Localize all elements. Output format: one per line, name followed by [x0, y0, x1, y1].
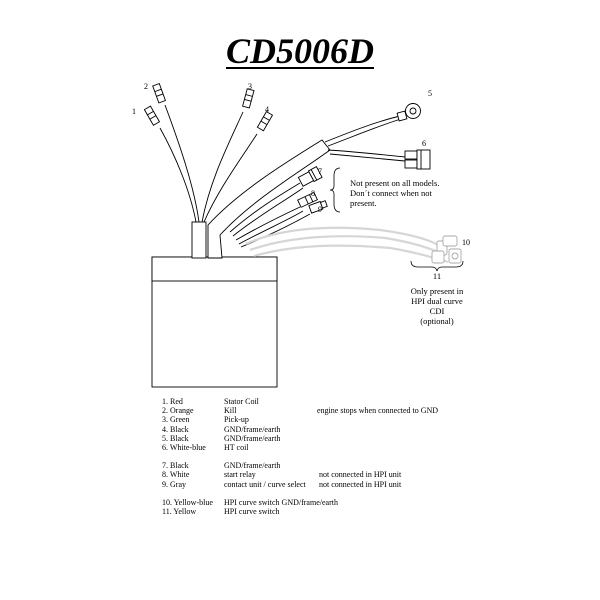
legend-wire-function: Kill: [224, 406, 237, 416]
legend-wire-color: 11. Yellow: [162, 506, 197, 516]
note-not-present-line-3: present.: [350, 198, 377, 208]
callout-1: 1: [132, 107, 136, 116]
note-optional-line-1: Only present in: [410, 286, 464, 296]
connector-6-spade: [405, 150, 430, 169]
legend-wire-color: 5. Black: [162, 433, 189, 443]
legend-wire-color: 2. Orange: [162, 406, 194, 416]
wires-7-9: [230, 183, 310, 247]
legend-wire-note: not connected in HPI unit: [319, 470, 402, 480]
callout-6: 6: [422, 139, 426, 148]
legend-wire-function: HPI curve switch: [224, 506, 280, 516]
note-not-present: [350, 178, 439, 208]
callout-3: 3: [248, 82, 252, 91]
legend-wire-color: 10. Yellow-blue: [162, 497, 213, 507]
callout-7: 7: [318, 167, 322, 176]
legend-wire-color: 1. Red: [162, 397, 183, 406]
legend-wire-function: Stator Coil: [224, 397, 259, 406]
legend-wire-function: contact unit / curve select: [224, 479, 306, 489]
callout-5: 5: [428, 89, 432, 98]
connector-4: [257, 112, 272, 131]
diagram-title: CD5006D: [225, 31, 374, 71]
connector-5-ring: [397, 104, 420, 121]
cdi-cap: [152, 257, 277, 281]
legend-wire-color: 6. White-blue: [162, 442, 206, 452]
wires-5-6: [325, 116, 405, 161]
legend-wire-function: GND/frame/earth: [224, 424, 281, 434]
note-optional-callout-11: 11: [432, 271, 442, 281]
legend-wire-function: HPI curve switch GND/frame/earth: [224, 497, 338, 507]
legend-wire-color: 7. Black: [162, 461, 189, 471]
legend-wire-function: Pick-up: [224, 415, 249, 425]
connector-2: [153, 84, 166, 103]
legend-wire-function: GND/frame/earth: [224, 461, 281, 471]
legend-wire-color: 9. Gray: [162, 479, 186, 489]
brace-7-9: [330, 168, 340, 212]
note-not-present-line-1: Not present on all models.: [350, 178, 440, 188]
callout-4: 4: [265, 105, 269, 114]
legend-wire-color: 8. White: [162, 470, 190, 480]
connector-1: [144, 106, 159, 125]
note-optional: [405, 271, 469, 326]
legend-wire-note: engine stops when connected to GND: [317, 406, 439, 416]
note-optional-line-3: (optional): [420, 316, 454, 326]
legend-wire-color: 4. Black: [162, 424, 189, 434]
callout-2: 2: [144, 82, 148, 91]
legend-wire-function: HT coil: [224, 442, 249, 452]
callout-8: 8: [311, 189, 315, 198]
legend-wire-function: start relay: [224, 470, 256, 480]
connector-3: [243, 89, 254, 108]
note-optional-line-2: HPI dual curve CDI: [411, 296, 463, 316]
callout-10: 10: [462, 238, 470, 247]
note-not-present-line-2: Don´t connect when not: [350, 188, 432, 198]
callout-9: 9: [318, 205, 322, 214]
legend-wire-function: GND/frame/earth: [224, 433, 281, 443]
wire-sleeve-left: [192, 222, 206, 258]
legend-wire-color: 3. Green: [162, 415, 190, 425]
legend-wire-note: not connected in HPI unit: [319, 479, 402, 489]
